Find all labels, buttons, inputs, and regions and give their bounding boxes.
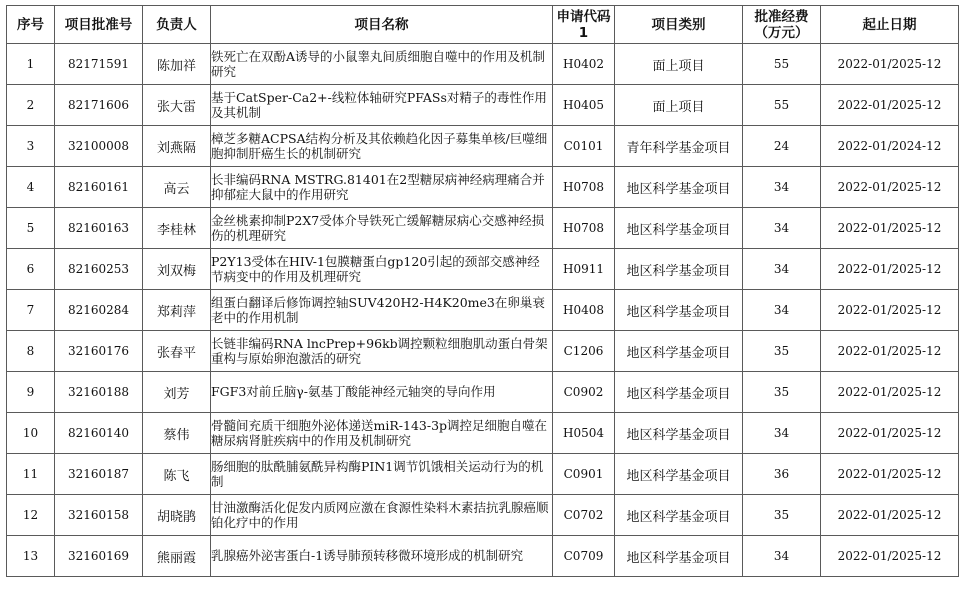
cell-funding: 34 (743, 536, 821, 577)
table-row (7, 208, 959, 249)
cell-leader: 蔡伟 (143, 413, 211, 454)
cell-leader: 李桂林 (143, 208, 211, 249)
cell-project-name: 甘油激酶活化促发内质网应激在食源性染料木素拮抗乳腺癌顺铂化疗中的作用 (211, 495, 553, 536)
cell-code: C0901 (553, 454, 615, 495)
cell-code: C0709 (553, 536, 615, 577)
cell-project-name: 樟芝多糖ACPSA结构分析及其依赖趋化因子募集单核/巨噬细胞抑制肝癌生长的机制研究 (211, 126, 553, 167)
cell-dates: 2022-01/2025-12 (821, 167, 959, 208)
cell-dates: 2022-01/2025-12 (821, 208, 959, 249)
cell-dates: 2022-01/2025-12 (821, 536, 959, 577)
cell-code: H0911 (553, 249, 615, 290)
cell-code: H0405 (553, 85, 615, 126)
cell-leader: 刘燕隔 (143, 126, 211, 167)
table-row (7, 249, 959, 290)
cell-category: 地区科学基金项目 (615, 372, 743, 413)
cell-leader: 胡晓鹃 (143, 495, 211, 536)
cell-project-name: 组蛋白翻译后修饰调控轴SUV420H2-H4K20me3在卵巢衰老中的作用机制 (211, 290, 553, 331)
cell-seq: 12 (7, 495, 55, 536)
cell-code: H0402 (553, 44, 615, 85)
cell-code: H0504 (553, 413, 615, 454)
cell-code: H0708 (553, 167, 615, 208)
cell-code: C1206 (553, 331, 615, 372)
cell-approval-no: 32160188 (55, 372, 143, 413)
table-row (7, 413, 959, 454)
table-row (7, 44, 959, 85)
cell-project-name: FGF3对前丘脑γ-氨基丁酸能神经元轴突的导向作用 (211, 372, 553, 413)
cell-code: C0902 (553, 372, 615, 413)
header-funding: 批准经费（万元） (743, 6, 821, 44)
cell-category: 地区科学基金项目 (615, 208, 743, 249)
project-table (6, 5, 959, 577)
cell-leader: 刘双梅 (143, 249, 211, 290)
cell-project-name: 铁死亡在双酚A诱导的小鼠睾丸间质细胞自噬中的作用及机制研究 (211, 44, 553, 85)
header-category: 项目类别 (615, 6, 743, 44)
header-dates: 起止日期 (821, 6, 959, 44)
cell-approval-no: 32100008 (55, 126, 143, 167)
cell-seq: 4 (7, 167, 55, 208)
cell-leader: 高云 (143, 167, 211, 208)
header-approval-no: 项目批准号 (55, 6, 143, 44)
table-row (7, 372, 959, 413)
cell-project-name: 骨髓间充质干细胞外泌体递送miR-143-3p调控足细胞自噬在糖尿病肾脏疾病中的作用及机制研究 (211, 413, 553, 454)
cell-leader: 张春平 (143, 331, 211, 372)
table-row (7, 331, 959, 372)
cell-dates: 2022-01/2025-12 (821, 249, 959, 290)
cell-seq: 11 (7, 454, 55, 495)
cell-approval-no: 82160284 (55, 290, 143, 331)
cell-project-name: 肠细胞的肽酰脯氨酰异构酶PIN1调节饥饿相关运动行为的机制 (211, 454, 553, 495)
project-table-container (6, 5, 959, 577)
cell-leader: 刘芳 (143, 372, 211, 413)
cell-seq: 6 (7, 249, 55, 290)
cell-dates: 2022-01/2025-12 (821, 331, 959, 372)
cell-leader: 陈飞 (143, 454, 211, 495)
cell-approval-no: 32160176 (55, 331, 143, 372)
cell-project-name: 基于CatSper-Ca2+-线粒体轴研究PFASs对精子的毒性作用及其机制 (211, 85, 553, 126)
cell-leader: 张大雷 (143, 85, 211, 126)
cell-code: C0702 (553, 495, 615, 536)
cell-project-name: 长链非编码RNA lncPrep+96kb调控颗粒细胞肌动蛋白骨架重构与原始卵泡激活的研究 (211, 331, 553, 372)
cell-category: 面上项目 (615, 44, 743, 85)
cell-code: H0408 (553, 290, 615, 331)
cell-category: 地区科学基金项目 (615, 536, 743, 577)
cell-leader: 熊丽霞 (143, 536, 211, 577)
cell-category: 地区科学基金项目 (615, 413, 743, 454)
cell-category: 地区科学基金项目 (615, 290, 743, 331)
cell-funding: 35 (743, 372, 821, 413)
cell-funding: 55 (743, 85, 821, 126)
cell-project-name: 长非编码RNA MSTRG.81401在2型糖尿病神经病理痛合并抑郁症大鼠中的作用研究 (211, 167, 553, 208)
cell-funding: 35 (743, 495, 821, 536)
table-row (7, 85, 959, 126)
table-row (7, 536, 959, 577)
cell-dates: 2022-01/2025-12 (821, 372, 959, 413)
cell-funding: 34 (743, 249, 821, 290)
cell-approval-no: 32160169 (55, 536, 143, 577)
cell-approval-no: 82160161 (55, 167, 143, 208)
cell-funding: 34 (743, 290, 821, 331)
cell-funding: 34 (743, 208, 821, 249)
table-row (7, 454, 959, 495)
cell-project-name: 金丝桃素抑制P2X7受体介导铁死亡缓解糖尿病心交感神经损伤的机理研究 (211, 208, 553, 249)
table-row (7, 290, 959, 331)
cell-seq: 2 (7, 85, 55, 126)
header-name: 项目名称 (211, 6, 553, 44)
cell-code: C0101 (553, 126, 615, 167)
cell-category: 地区科学基金项目 (615, 331, 743, 372)
header-row (7, 6, 959, 44)
cell-seq: 5 (7, 208, 55, 249)
cell-category: 面上项目 (615, 85, 743, 126)
cell-approval-no: 82160163 (55, 208, 143, 249)
cell-funding: 36 (743, 454, 821, 495)
cell-funding: 34 (743, 413, 821, 454)
header-leader: 负责人 (143, 6, 211, 44)
cell-dates: 2022-01/2025-12 (821, 454, 959, 495)
cell-approval-no: 82171591 (55, 44, 143, 85)
cell-code: H0708 (553, 208, 615, 249)
cell-seq: 13 (7, 536, 55, 577)
cell-category: 地区科学基金项目 (615, 495, 743, 536)
header-seq: 序号 (7, 6, 55, 44)
cell-seq: 8 (7, 331, 55, 372)
table-row (7, 495, 959, 536)
cell-category: 地区科学基金项目 (615, 167, 743, 208)
cell-funding: 24 (743, 126, 821, 167)
table-row (7, 126, 959, 167)
cell-funding: 34 (743, 167, 821, 208)
cell-dates: 2022-01/2025-12 (821, 495, 959, 536)
cell-approval-no: 32160158 (55, 495, 143, 536)
cell-dates: 2022-01/2025-12 (821, 290, 959, 331)
cell-dates: 2022-01/2025-12 (821, 44, 959, 85)
cell-seq: 7 (7, 290, 55, 331)
cell-dates: 2022-01/2025-12 (821, 413, 959, 454)
cell-category: 地区科学基金项目 (615, 249, 743, 290)
cell-project-name: 乳腺癌外泌害蛋白-1诱导肺预转移微环境形成的机制研究 (211, 536, 553, 577)
cell-funding: 35 (743, 331, 821, 372)
cell-project-name: P2Y13受体在HIV-1包膜糖蛋白gp120引起的颈部交感神经节病变中的作用及机理研究 (211, 249, 553, 290)
cell-seq: 9 (7, 372, 55, 413)
cell-category: 青年科学基金项目 (615, 126, 743, 167)
table-row (7, 167, 959, 208)
cell-leader: 陈加祥 (143, 44, 211, 85)
cell-category: 地区科学基金项目 (615, 454, 743, 495)
cell-seq: 1 (7, 44, 55, 85)
cell-dates: 2022-01/2024-12 (821, 126, 959, 167)
cell-seq: 10 (7, 413, 55, 454)
cell-seq: 3 (7, 126, 55, 167)
cell-approval-no: 82160253 (55, 249, 143, 290)
cell-approval-no: 32160187 (55, 454, 143, 495)
cell-approval-no: 82171606 (55, 85, 143, 126)
table-body (7, 44, 959, 577)
header-code: 申请代码1 (553, 6, 615, 44)
cell-approval-no: 82160140 (55, 413, 143, 454)
cell-funding: 55 (743, 44, 821, 85)
cell-dates: 2022-01/2025-12 (821, 85, 959, 126)
cell-leader: 郑莉萍 (143, 290, 211, 331)
